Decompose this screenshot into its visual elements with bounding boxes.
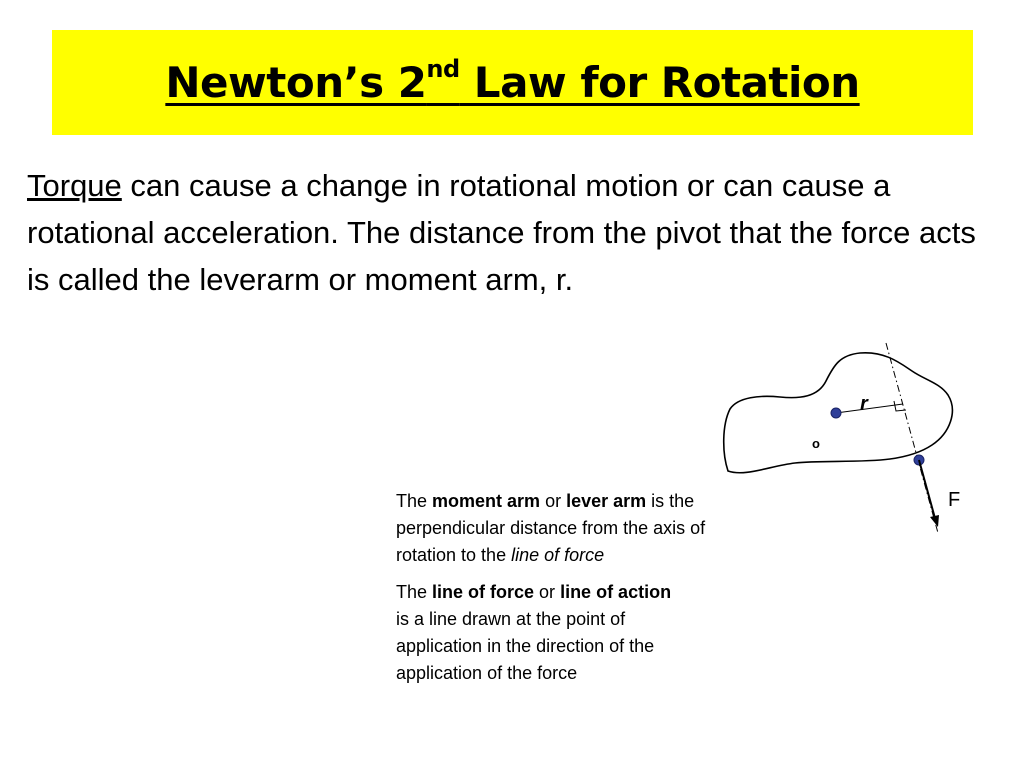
label-o: o [812, 436, 820, 451]
force-arrowhead [930, 515, 939, 527]
intro-text: can cause a change in rotational motion or can cause a rotational acceleration. The distance from the pivot that the force acts is called the leverarm or moment arm, r. [27, 168, 976, 297]
force-vector [919, 460, 936, 522]
notes-block [396, 488, 726, 697]
line-of-force-italic: line of force [511, 545, 605, 565]
note1-pre: The [396, 491, 433, 511]
moment-arm-line [836, 404, 903, 413]
label-f: F [948, 489, 961, 511]
label-r: r [860, 393, 868, 415]
note1-text: is the perpendicular distance from the axis of rotation to the [396, 491, 706, 565]
line-of-force-term: line of force [432, 582, 535, 602]
lever-arm-term: lever arm [566, 491, 647, 511]
line-of-action-term: line of action [560, 582, 672, 602]
title-superscript: nd [426, 55, 460, 83]
intro-paragraph [27, 162, 1002, 303]
title-rest: Law for Rotation [459, 58, 860, 107]
title-banner [52, 30, 973, 135]
moment-arm-term: moment arm [432, 491, 541, 511]
moment-arm-note [396, 488, 726, 569]
note2-pre: The [396, 582, 433, 602]
lever-arm-diagram [700, 335, 990, 545]
slide-title [165, 55, 860, 107]
torque-term: Torque [27, 168, 122, 203]
title-main: Newton’s 2 [165, 58, 427, 107]
line-of-force-note [396, 579, 681, 687]
pivot-point [831, 408, 841, 418]
note2-text: is a line drawn at the point of application in the direction of the application of the force [396, 609, 655, 683]
note1-mid: or [540, 491, 567, 511]
note2-mid: or [534, 582, 561, 602]
